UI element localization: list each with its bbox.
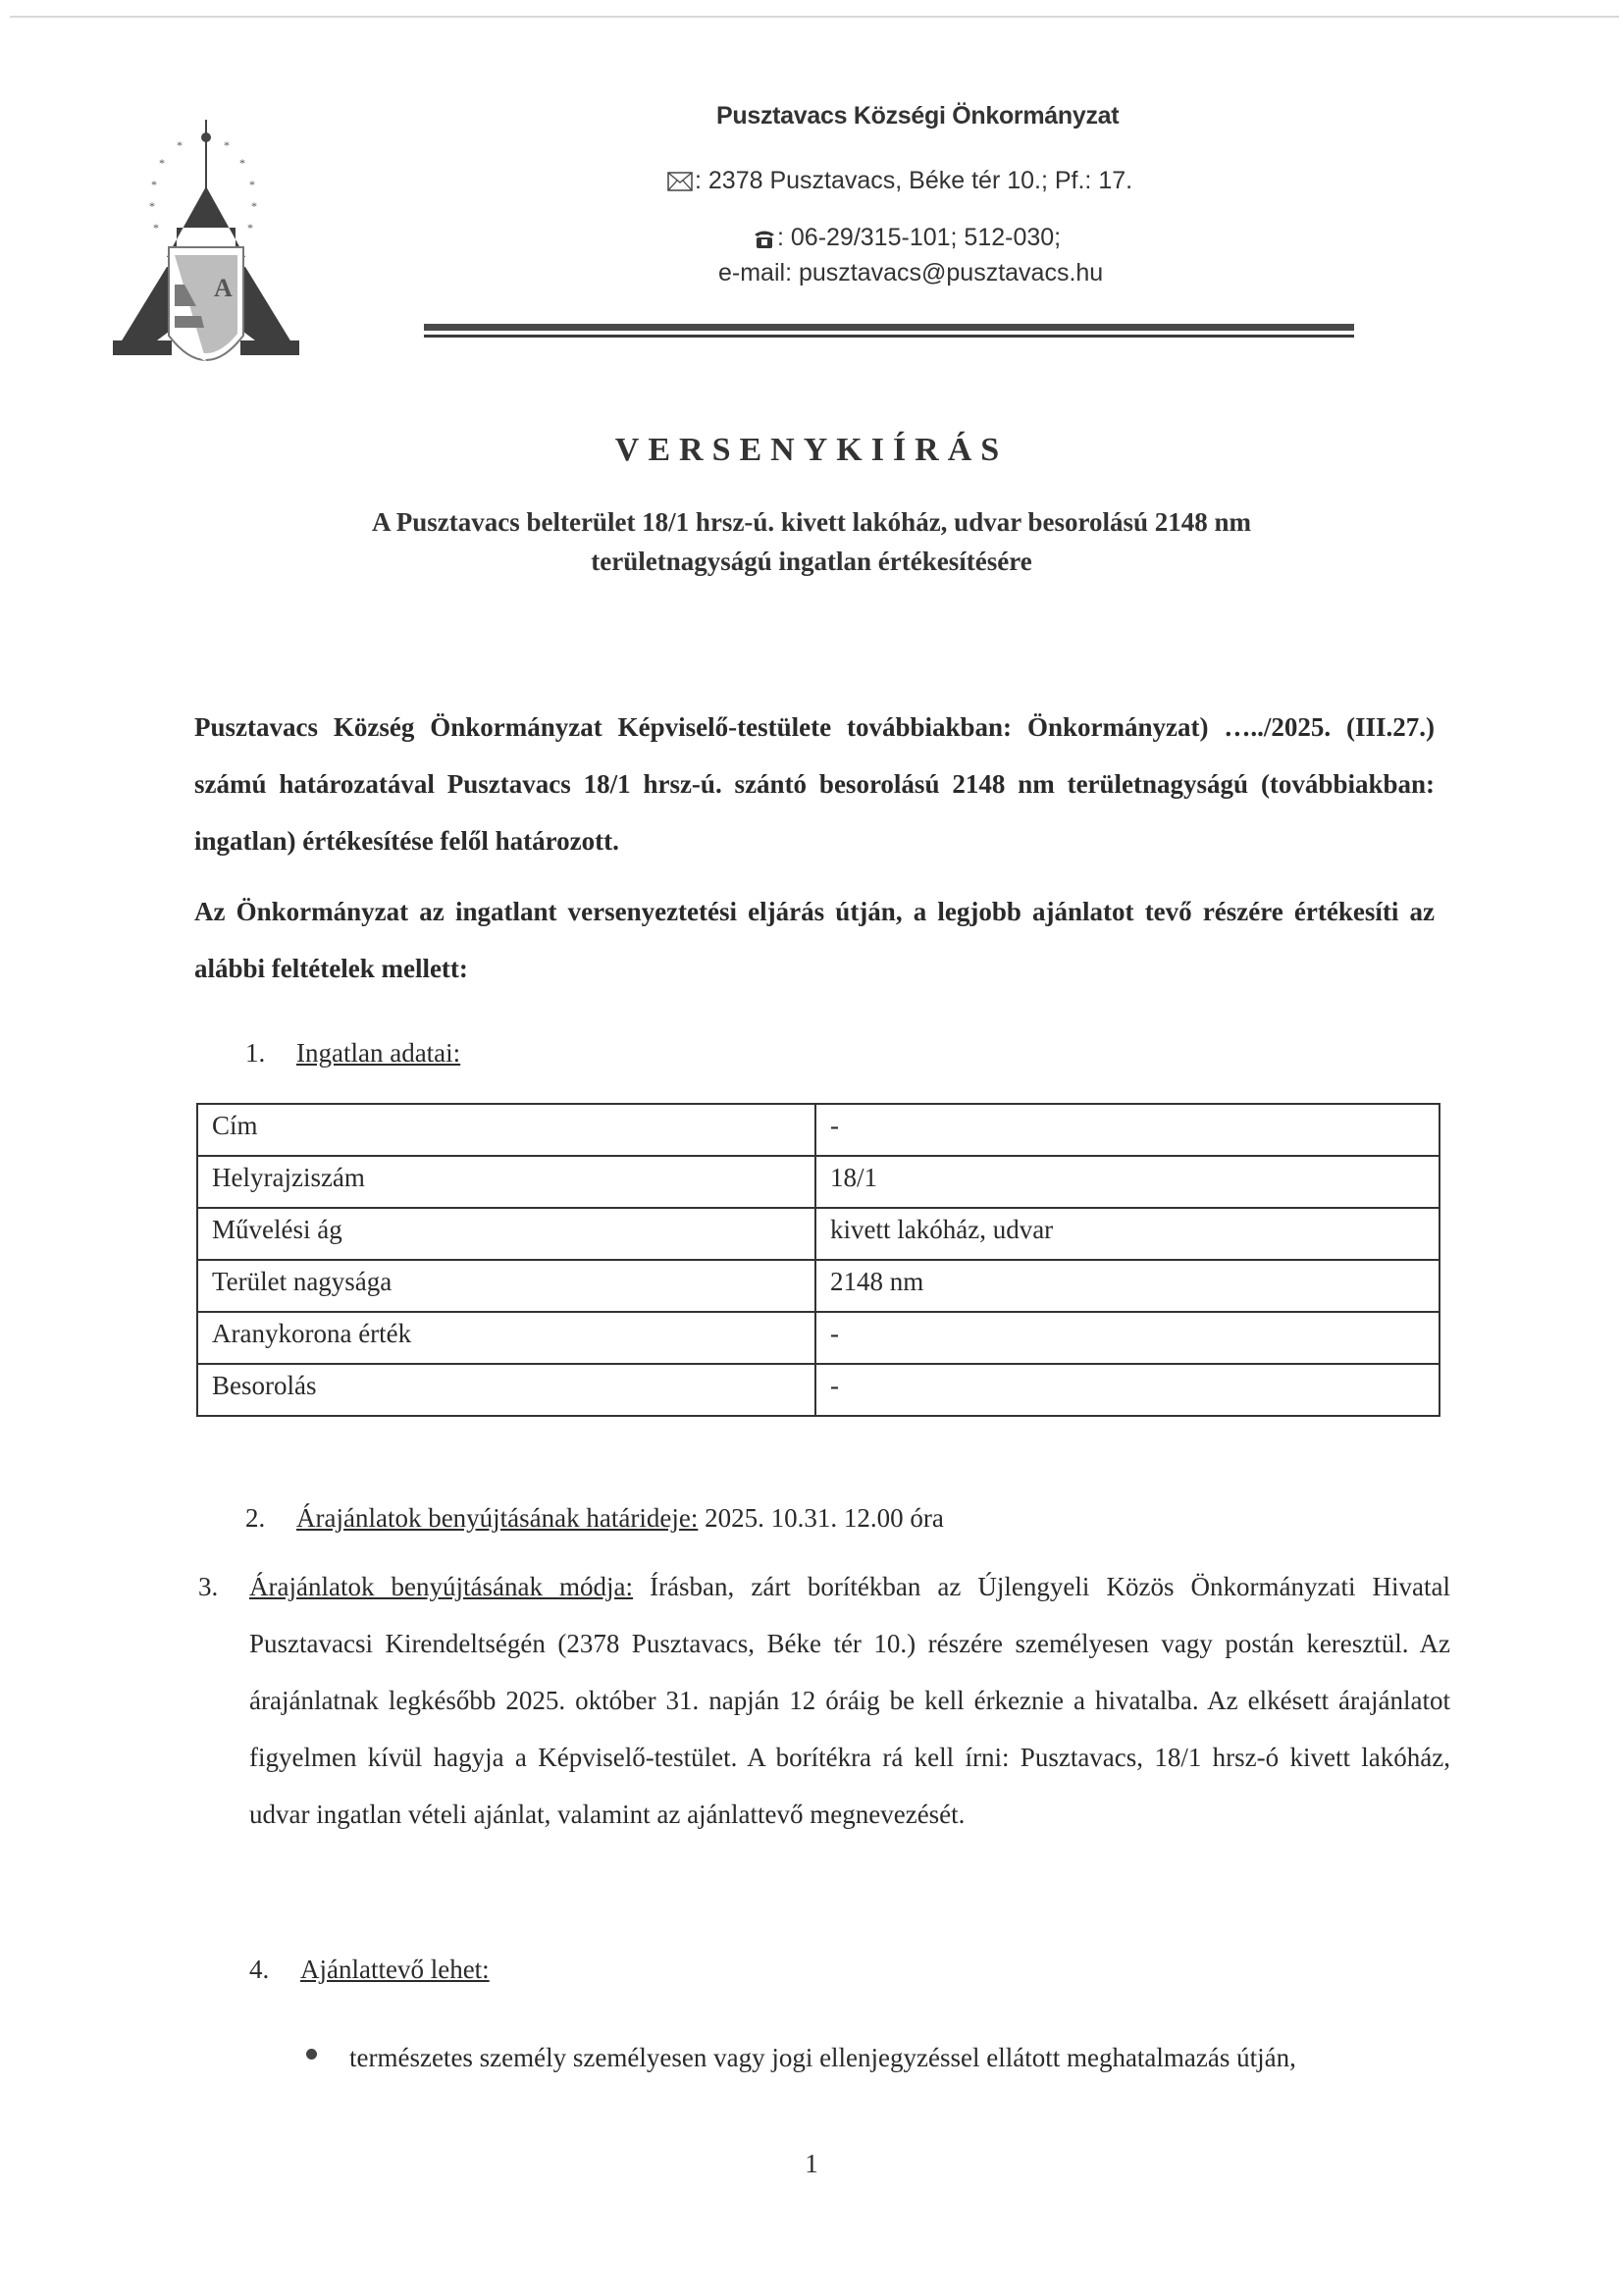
svg-text:*: * <box>177 138 183 152</box>
row-value: 2148 nm <box>815 1260 1440 1312</box>
row-label: Helyrajziszám <box>197 1156 815 1208</box>
bullet-icon <box>306 2049 317 2060</box>
postal-address <box>667 167 1132 195</box>
section-number: 4. <box>249 1955 270 1984</box>
header-divider-thick <box>424 324 1354 331</box>
section-number: 2. <box>245 1503 266 1533</box>
svg-text:*: * <box>159 156 165 170</box>
section-4-eligible-bidders <box>249 1953 490 1986</box>
section-title: Ingatlan adatai: <box>296 1038 461 1068</box>
table-row <box>197 1312 1440 1364</box>
envelope-icon <box>667 171 693 192</box>
section-1-heading <box>245 1036 460 1070</box>
phone-icon <box>754 228 775 249</box>
section-number: 1. <box>245 1038 266 1068</box>
svg-text:*: * <box>239 156 245 170</box>
row-label: Cím <box>197 1104 815 1156</box>
svg-text:A: A <box>214 274 233 302</box>
section-title: Árajánlatok benyújtásának módja: <box>249 1572 634 1601</box>
row-value: kivett lakóház, udvar <box>815 1208 1440 1260</box>
document-title: VERSENYKIÍRÁS <box>614 432 1009 468</box>
row-value: - <box>815 1364 1440 1416</box>
section-2-deadline <box>245 1501 944 1535</box>
row-label: Aranykorona érték <box>197 1312 815 1364</box>
svg-text:*: * <box>224 138 230 152</box>
row-label: Terület nagysága <box>197 1260 815 1312</box>
table-row <box>197 1156 1440 1208</box>
header-divider-thin <box>424 335 1354 338</box>
section-title: Árajánlatok benyújtásának határideje: <box>296 1503 699 1533</box>
row-value: - <box>815 1312 1440 1364</box>
section-title: Ajánlattevő lehet: <box>300 1955 490 1984</box>
table-row <box>197 1104 1440 1156</box>
section-body: Írásban, zárt borítékban az Újlengyeli Közös Önkormányzati Hivatal Pusztavacsi Kirendeltségén (2378 Pusztavacs, Béke tér 10.) részére személyesen vagy postán keresztül. Az árajánlatnak legkésőbb 2025. október 31. napján 12 óráig be kell érkeznie a hivatalba. Az elkésett árajánlatot figyelmen kívül hagyja a Képviselő-testület. A borítékra rá kell írni: Pusztavacs, 18/1 hrsz-ó kivett lakóház, udvar ingatlan vételi ajánlat, valamint az ajánlattevő megnevezését. <box>249 1572 1450 1829</box>
scan-edge-line <box>10 16 1619 18</box>
subtitle-line-1: A Pusztavacs belterület 18/1 hrsz-ú. kivett lakóház, udvar besorolású 2148 nm <box>371 507 1251 537</box>
section-3-submission-method <box>198 1558 1450 1843</box>
svg-text:*: * <box>249 178 255 191</box>
list-item: természetes személy személyesen vagy jogi ellenjegyzéssel ellátott meghatalmazás útján, <box>349 2043 1296 2072</box>
page-number: 1 <box>805 2149 818 2178</box>
row-label: Művelési ág <box>197 1208 815 1260</box>
table-row <box>197 1208 1440 1260</box>
svg-text:*: * <box>247 221 253 235</box>
table-row <box>197 1364 1440 1416</box>
subtitle-line-2: területnagyságú ingatlan értékesítésére <box>591 547 1032 576</box>
document-subtitle <box>196 502 1427 581</box>
svg-text:*: * <box>149 199 155 213</box>
svg-text:*: * <box>151 178 157 191</box>
deadline-value: 2025. 10.31. 12.00 óra <box>698 1503 944 1533</box>
organization-name: Pusztavacs Községi Önkormányzat <box>716 102 1120 130</box>
row-value: - <box>815 1104 1440 1156</box>
svg-text:*: * <box>251 199 257 213</box>
coat-of-arms-logo <box>108 110 324 375</box>
address-text: : 2378 Pusztavacs, Béke tér 10.; Pf.: 17. <box>695 167 1133 194</box>
phone-text: : 06-29/315-101; 512-030; <box>777 224 1062 251</box>
property-data-table <box>196 1103 1440 1417</box>
row-label: Besorolás <box>197 1364 815 1416</box>
section-number: 3. <box>198 1572 219 1601</box>
table-row <box>197 1260 1440 1312</box>
intro-paragraph: Pusztavacs Község Önkormányzat Képviselő-testülete továbbiakban: Önkormányzat) …../2025. (III.27.) számú határozatával Pusztavacs 18/1 hrsz-ú. szántó besorolású 2148 nm területnagyságú (továbbiakban: ingatlan) értékesítése felől határozott. <box>194 712 1435 856</box>
svg-text:*: * <box>153 221 159 235</box>
conditions-paragraph: Az Önkormányzat az ingatlant versenyeztetési eljárás útján, a legjobb ajánlatot tevő részére értékesíti az alábbi feltételek mellett: <box>194 897 1435 983</box>
phone-line <box>754 224 1061 252</box>
row-value: 18/1 <box>815 1156 1440 1208</box>
email-line: e-mail: pusztavacs@pusztavacs.hu <box>718 259 1104 287</box>
